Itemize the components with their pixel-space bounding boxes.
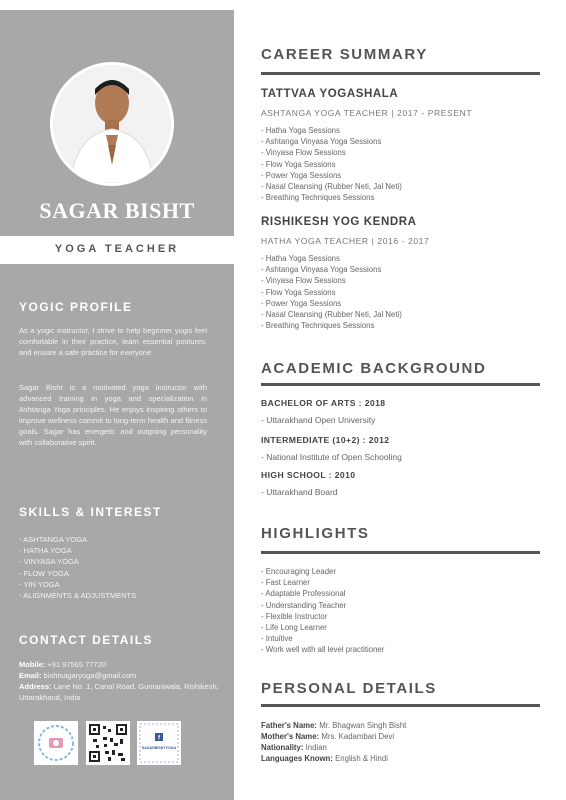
- highlight-item: - Life Long Learner: [261, 623, 327, 633]
- highlight-item: - Encouraging Leader: [261, 567, 336, 576]
- languages-label: Languages Known:: [261, 754, 333, 763]
- contact-address: [19, 681, 219, 703]
- father-label: Father's Name:: [261, 721, 318, 730]
- job-2-organization: RISHIKESH YOG KENDRA: [261, 216, 417, 228]
- nationality-value: Indian: [305, 743, 327, 752]
- institution-3: - Uttarakhand Board: [261, 487, 338, 497]
- instagram-badge-icon: [36, 723, 76, 763]
- skills-list: [19, 534, 136, 601]
- contact-heading: CONTACT DETAILS: [19, 633, 154, 647]
- skill-item: - YIN YOGA: [19, 579, 60, 589]
- section-divider: [261, 551, 540, 554]
- facebook-badge-icon: [139, 723, 179, 763]
- yogic-profile-paragraph-1: As a yogic instructor, I strive to help beginner yogis feel comfortable in their practice, learn essential postures, and ensure a safe practice for everyone.: [19, 326, 207, 357]
- skill-item: - VINYASA YOGA: [19, 557, 79, 567]
- father-value: Mr. Bhagwan Singh Bisht: [319, 721, 407, 730]
- duty-item: - Nasal Cleansing (Rubber Neti, Jal Neti): [261, 310, 402, 320]
- duty-item: - Ashtanga Vinyasa Yoga Sessions: [261, 265, 382, 275]
- profile-photo: [50, 62, 174, 186]
- badge-text: SAGARBISHTYOGA: [141, 746, 177, 750]
- profile-name: SAGAR BISHT: [39, 198, 195, 223]
- degree-1: BACHELOR OF ARTS : 2018: [261, 398, 386, 408]
- mobile-value[interactable]: +91 97565 77720: [47, 660, 106, 669]
- duty-item: - Flow Yoga Sessions: [261, 287, 336, 297]
- duty-item: - Vinyasa Flow Sessions: [261, 148, 346, 158]
- email-label: Email:: [19, 671, 42, 680]
- mother-label: Mother's Name:: [261, 732, 320, 741]
- duty-item: - Flow Yoga Sessions: [261, 159, 336, 169]
- section-divider: [261, 383, 540, 386]
- person-portrait-icon: [53, 65, 171, 183]
- highlight-item: - Fast Learner: [261, 578, 310, 588]
- personal-row-mother: [261, 731, 394, 742]
- highlights-heading: HIGHLIGHTS: [261, 525, 370, 542]
- section-divider: [261, 704, 540, 707]
- job-2-title: HATHA YOGA TEACHER | 2016 - 2017: [261, 236, 430, 246]
- duty-item: - Breathing Techniques Sessions: [261, 193, 375, 203]
- email-value[interactable]: bishtsagaryoga@gmail.com: [43, 671, 137, 680]
- personal-heading: PERSONAL DETAILS: [261, 680, 437, 697]
- highlights-list: [261, 566, 384, 656]
- facebook-badge[interactable]: [137, 721, 181, 765]
- yogic-profile-heading: YOGIC PROFILE: [19, 300, 133, 314]
- skill-item: - FLOW YOGA: [19, 568, 69, 578]
- skills-heading: SKILLS & INTEREST: [19, 505, 162, 519]
- skill-item: - ASHTANGA YOGA: [19, 535, 88, 544]
- profile-role: YOGA TEACHER: [54, 243, 180, 255]
- degree-2: INTERMEDIATE (10+2) : 2012: [261, 435, 390, 445]
- svg-text:f: f: [158, 735, 160, 742]
- career-summary-heading: CAREER SUMMARY: [261, 46, 428, 63]
- duty-item: - Ashtanga Vinyasa Yoga Sessions: [261, 137, 382, 147]
- job-1-duties: [261, 125, 402, 203]
- highlight-item: - Understanding Teacher: [261, 600, 347, 610]
- mobile-label: Mobile:: [19, 660, 46, 669]
- duty-item: - Vinyasa Flow Sessions: [261, 276, 346, 286]
- personal-row-languages: [261, 753, 388, 764]
- highlight-item: - Flexible Instructor: [261, 611, 328, 621]
- duty-item: - Hatha Yoga Sessions: [261, 254, 340, 263]
- qr-code-icon: [88, 723, 128, 763]
- institution-2: - National Institute of Open Schooling: [261, 452, 402, 462]
- personal-row-nationality: [261, 742, 327, 753]
- duty-item: - Power Yoga Sessions: [261, 298, 342, 308]
- qr-code[interactable]: [86, 721, 130, 765]
- institution-1: - Uttarakhand Open University: [261, 415, 376, 425]
- address-label: Address:: [19, 682, 52, 691]
- degree-3: HIGH SCHOOL : 2010: [261, 470, 356, 480]
- job-1-title: ASHTANGA YOGA TEACHER | 2017 - PRESENT: [261, 108, 473, 118]
- duty-item: - Breathing Techniques Sessions: [261, 321, 375, 331]
- instagram-qr-badge[interactable]: [34, 721, 78, 765]
- academic-heading: ACADEMIC BACKGROUND: [261, 360, 487, 377]
- nationality-label: Nationality:: [261, 743, 304, 752]
- contact-email: [19, 670, 219, 681]
- highlight-item: - Work well with all level practitioner: [261, 645, 385, 655]
- contact-mobile: [19, 659, 219, 670]
- mother-value: Mrs. Kadambari Devi: [321, 732, 395, 741]
- duty-item: - Nasal Cleansing (Rubber Neti, Jal Neti): [261, 182, 402, 192]
- personal-row-father: [261, 720, 406, 731]
- job-2-duties: [261, 253, 402, 331]
- address-value: Lane No. 1, Canal Road, Gumaniwala, Rishikesh, Uttarakhand, India: [19, 682, 219, 702]
- skill-item: - HATHA YOGA: [19, 546, 72, 556]
- highlight-item: - Adaptable Professional: [261, 589, 346, 599]
- duty-item: - Power Yoga Sessions: [261, 170, 342, 180]
- languages-value: English & Hindi: [335, 754, 388, 763]
- highlight-item: - Intuitive: [261, 634, 293, 644]
- duty-item: - Hatha Yoga Sessions: [261, 126, 340, 135]
- skill-item: - ALIGNMENTS & ADJUSTMENTS: [19, 591, 137, 601]
- job-1-organization: TATTVAA YOGASHALA: [261, 88, 399, 100]
- yogic-profile-paragraph-2: Sagar Bisht is a motivated yoga instructor with advanced training in yoga and specialization in Ashtanga Yoga principles. He enjoys inspiring others to improve wellness commit to long-term health and fitness goals. Sagar has energetic and outgoing personality with collaborative spirit.: [19, 383, 207, 447]
- section-divider: [261, 72, 540, 75]
